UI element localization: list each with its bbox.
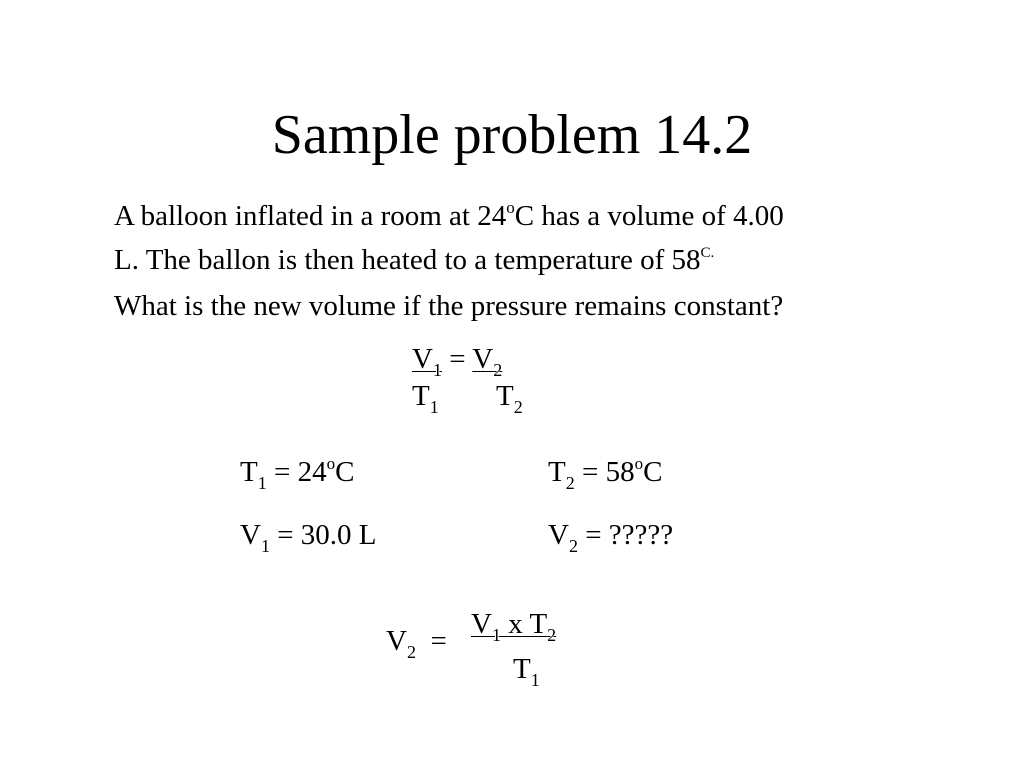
equation-numerator <box>412 342 502 379</box>
solution-numerator: $V_1$ x $T_2$ <box>471 608 557 645</box>
problem-text: L. The ballon is then heated to a temperature of 58 <box>114 244 701 276</box>
given-t2: $T_2 = 58^oC$ <box>548 454 663 493</box>
given-t1: $T_1 = 24^oC$ <box>240 454 355 493</box>
problem-text: C has a volume of 4.00 <box>514 200 784 232</box>
t2-denominator: $T_2$ <box>496 380 523 417</box>
problem-line-3: What is the new volume if the pressure remains constant? <box>114 290 784 322</box>
t1-denominator: $T_1$ <box>412 380 439 417</box>
equals-sign: = <box>430 625 447 657</box>
degree-symbol: o <box>506 198 515 217</box>
temperature-unit: C. <box>700 245 715 261</box>
slide-title: Sample problem 14.2 <box>271 104 753 166</box>
problem-line-1 <box>114 196 934 240</box>
given-v2: $V_2$ = ????? <box>548 519 674 556</box>
v2-result: $V_2$ = <box>386 625 447 662</box>
problem-line-2 <box>114 240 934 286</box>
equals-sign: = <box>449 343 466 375</box>
problem-text: A balloon inflated in a room at 24 <box>114 200 507 232</box>
solution-denominator: $T_1$ <box>513 653 540 690</box>
v1-term: $V_1$ <box>412 343 442 380</box>
given-v1: $V_1 = 30.0$ L <box>240 519 377 556</box>
v2-term: $V_2$ <box>472 343 503 380</box>
problem-statement <box>114 196 934 327</box>
